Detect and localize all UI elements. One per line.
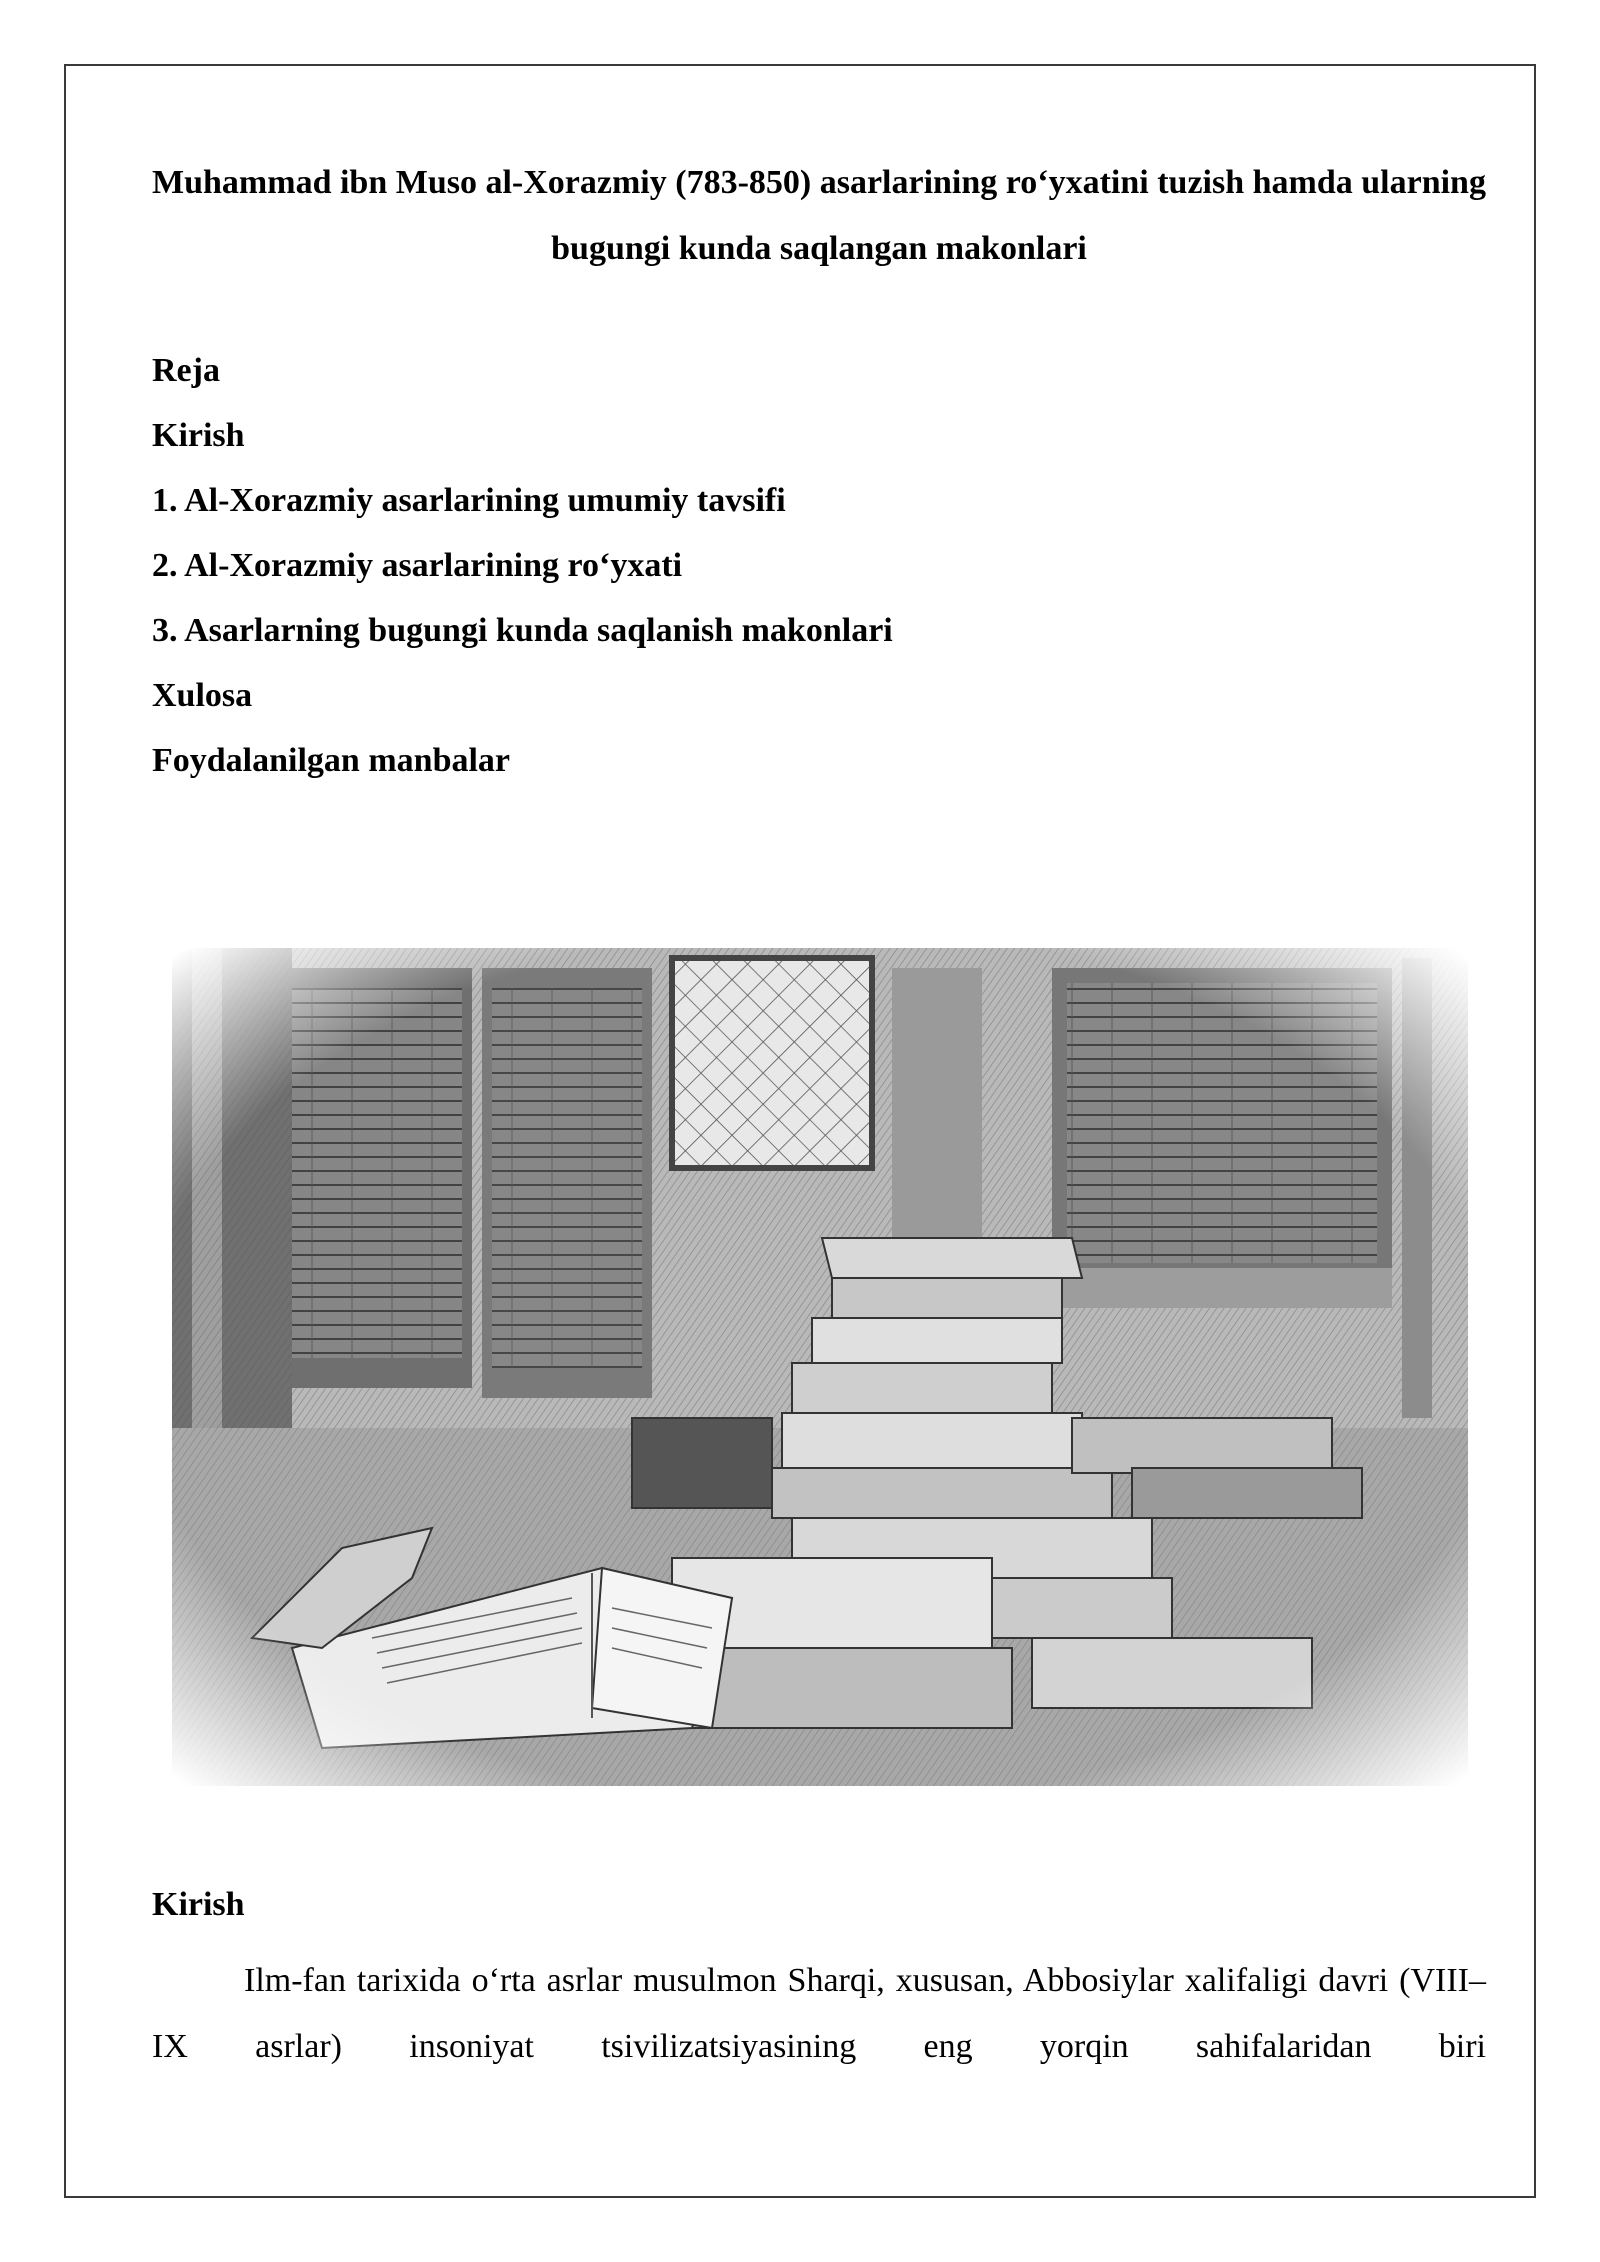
intro-paragraph-text: Ilm-fan tarixida o‘rta asrlar musulmon Sharqi, xususan, Abbosiylar xalifaligi davri (VIII–IX asrlar) insoniyat tsivilizatsiyasining eng yorqin sahifalaridan biri — [152, 1962, 1486, 2065]
plan-list — [152, 338, 1486, 793]
section-heading-kirish: Kirish — [152, 1886, 245, 1923]
plan-item: 2. Al-Xorazmiy asarlarining ro‘yxati — [152, 547, 683, 584]
plan-item: Foydalanilgan manbalar — [152, 742, 511, 779]
intro-paragraph — [152, 1948, 1486, 2080]
plan-heading: Reja — [152, 352, 220, 389]
plan-item: 1. Al-Xorazmiy asarlarining umumiy tavsifi — [152, 482, 786, 519]
document-title: Muhammad ibn Muso al-Xorazmiy (783-850) asarlarining ro‘yxatini tuzish hamda ularning bugungi kunda saqlangan makonlari — [152, 164, 1486, 267]
engraving-illustration — [172, 948, 1468, 1786]
plan-item: 3. Asarlarning bugungi kunda saqlanish makonlari — [152, 612, 893, 649]
plan-item: Kirish — [152, 417, 245, 454]
library-engraving-image — [172, 948, 1468, 1786]
plan-item: Xulosa — [152, 677, 253, 714]
